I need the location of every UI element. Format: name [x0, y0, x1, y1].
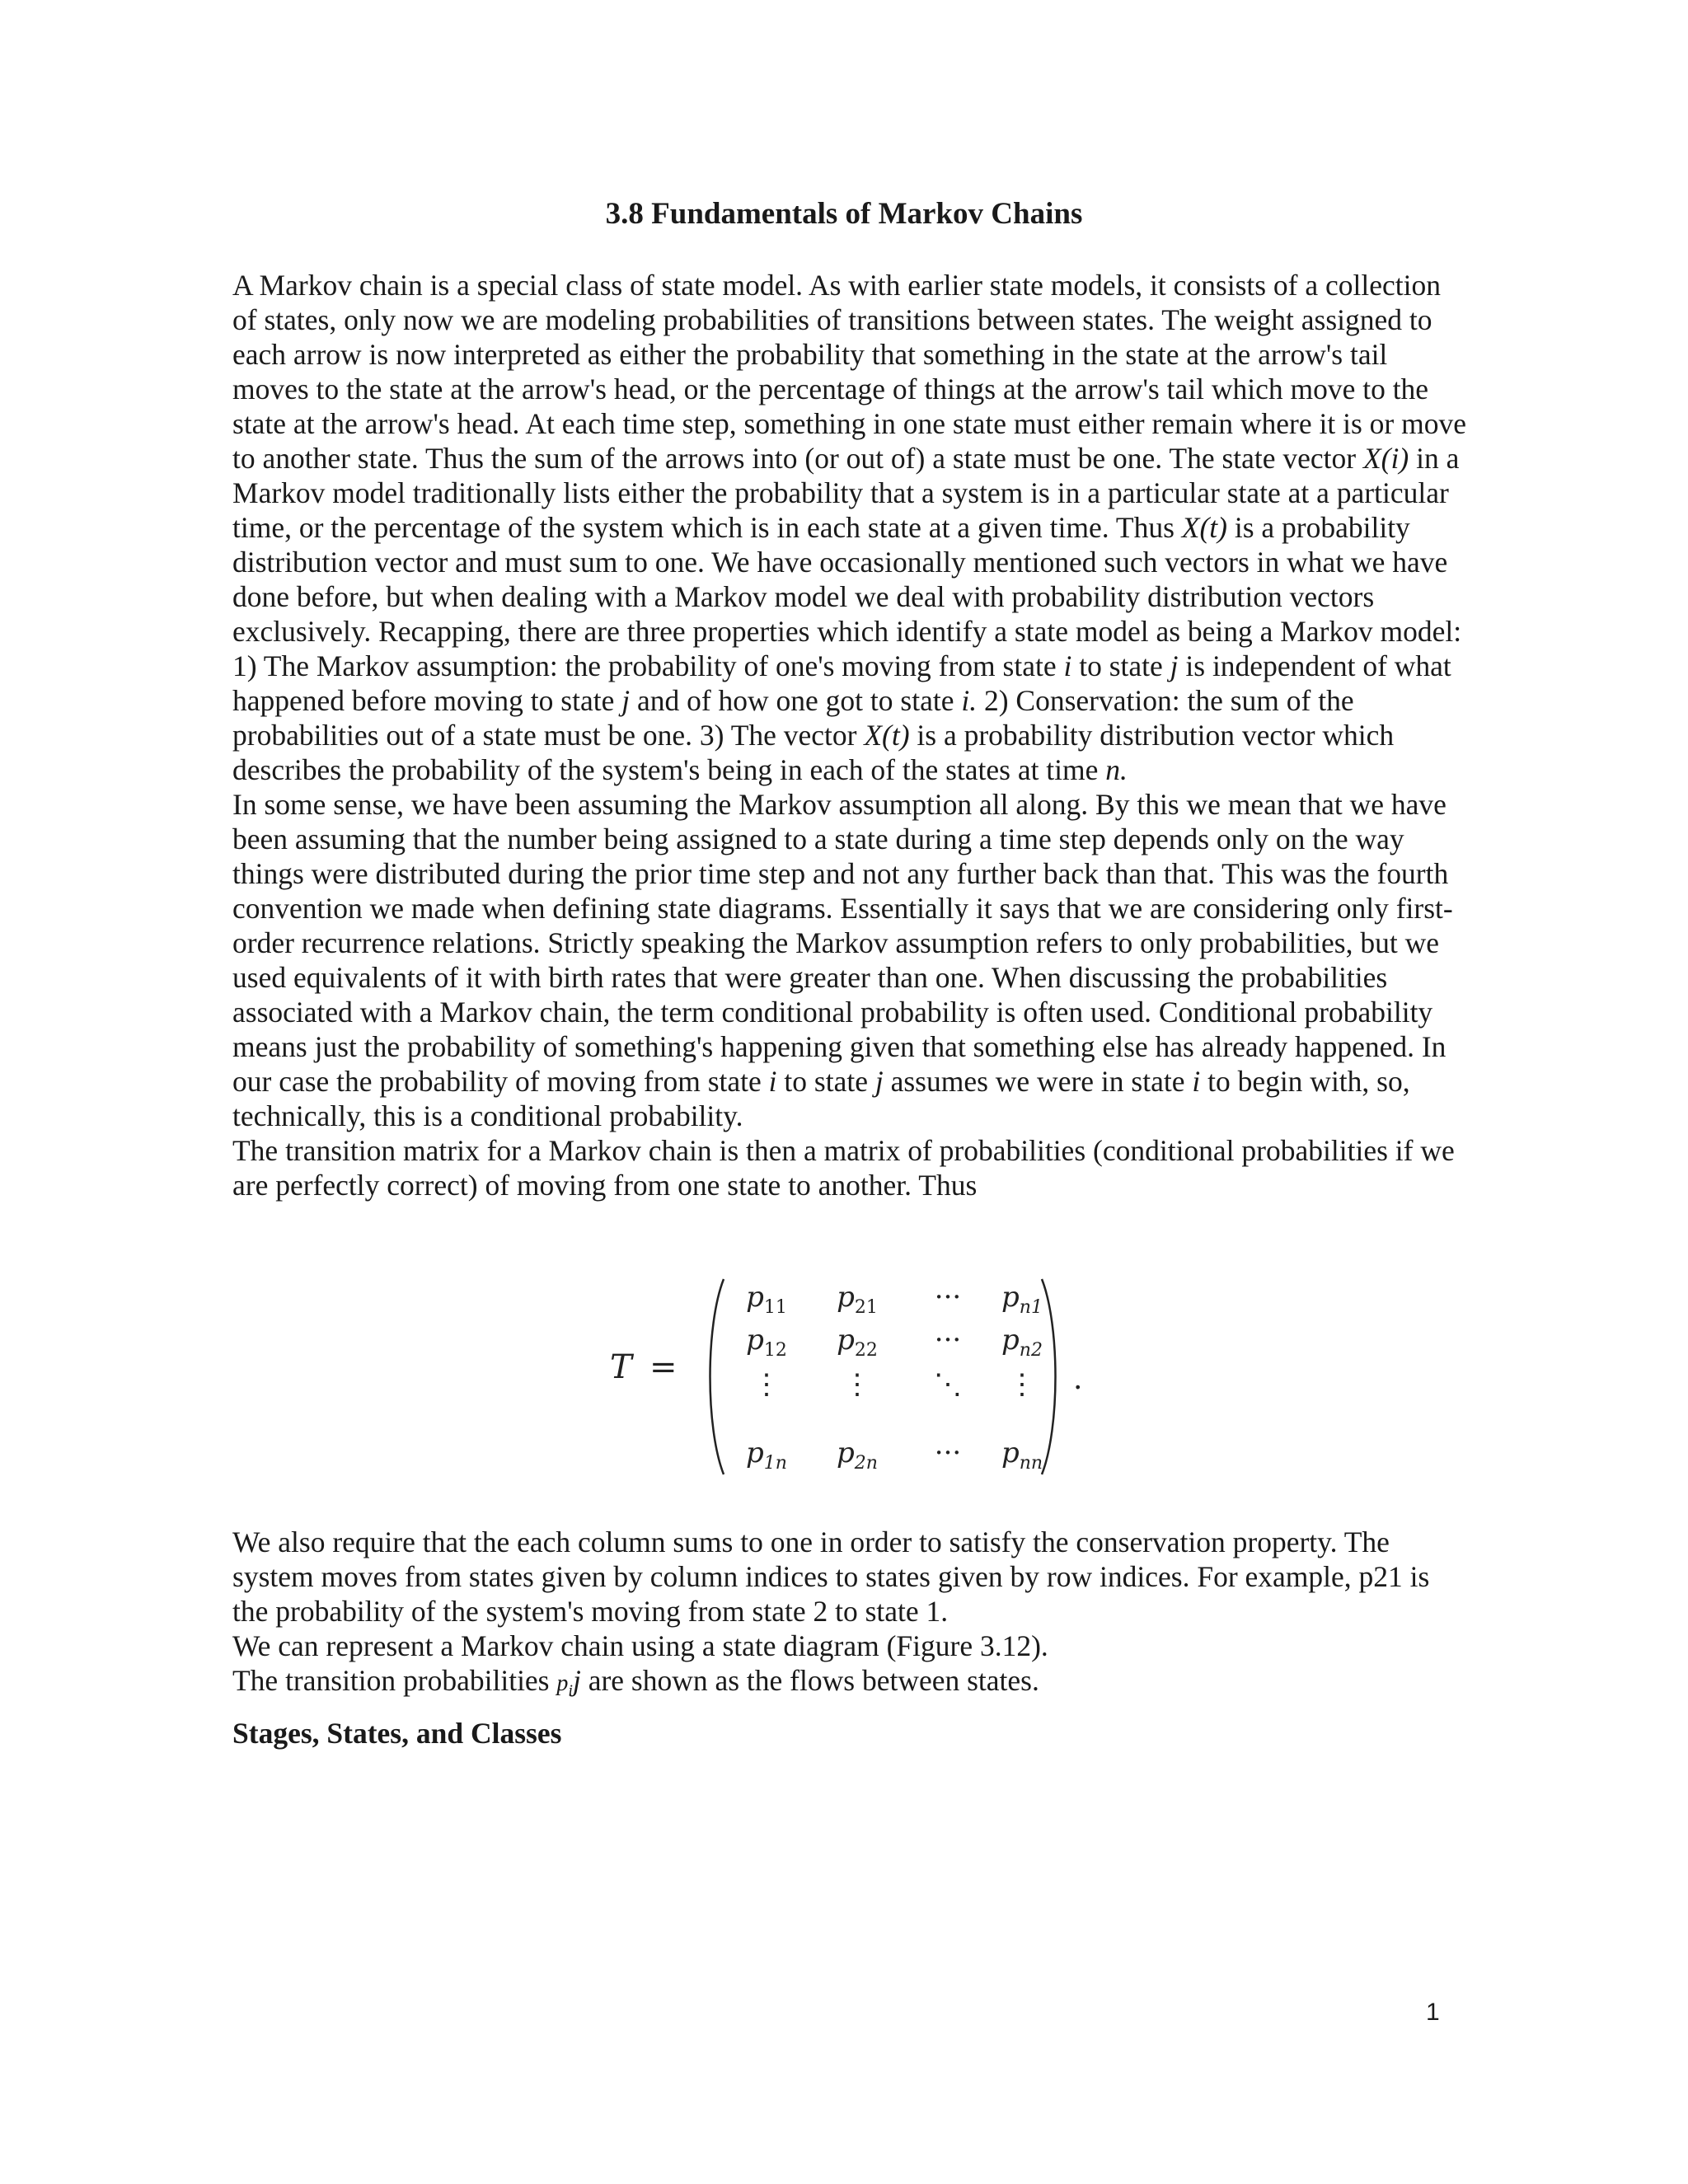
math-var: i — [1192, 1065, 1201, 1098]
math-var: i — [768, 1065, 777, 1098]
math-subscript: i — [568, 1681, 573, 1700]
paragraph-state-diagram: We can represent a Markov chain using a state diagram (Figure 3.12). — [232, 1629, 1048, 1662]
text-run: to begin with, so, technically, this is a conditional probability. — [232, 1065, 1410, 1132]
matrix-cell — [977, 1281, 1067, 1318]
text-run: to state — [1071, 649, 1170, 682]
matrix-cell-subscript: nn — [1019, 1452, 1043, 1474]
matrix-period: . — [1073, 1362, 1083, 1396]
matrix-cell — [812, 1324, 903, 1361]
math-base: p — [556, 1671, 569, 1696]
matrix-cell — [812, 1368, 903, 1401]
text-run: is a probability distribution vector which describes the probability of the system's being in each of the states at time — [232, 719, 1395, 786]
matrix-cell-base: ··· — [934, 1281, 962, 1314]
matrix-cell-base: ⋮ — [843, 1368, 871, 1401]
matrix-cell-base: p — [1001, 1324, 1020, 1357]
matrix-cell-base: p — [837, 1436, 855, 1469]
matrix-cell-subscript: 21 — [854, 1296, 878, 1318]
matrix-symbol: T — [610, 1348, 632, 1386]
math-var: X(t) — [1181, 511, 1227, 544]
math-var: X(i) — [1363, 442, 1409, 475]
math-var: j — [572, 1664, 581, 1697]
text-run: assumes we were in state — [883, 1065, 1193, 1098]
matrix-cell-base: ··· — [934, 1324, 962, 1357]
matrix-cell-subscript: 1n — [763, 1452, 787, 1474]
text-run: is a probability distribution vector and must sum to one. We have occasionally mentioned such vectors in what we have done before, but when dealing with a Markov model we deal with probability distribution vectors exclusively. Recapping, there are three properties which identify a state model as being a Markov model: 1) The Markov assumption: the probability of one's moving from state — [232, 511, 1462, 682]
matrix-cell — [721, 1368, 812, 1401]
math-var: j — [1170, 649, 1179, 682]
matrix-cell-subscript: 11 — [763, 1296, 787, 1318]
matrix-cell — [721, 1324, 812, 1361]
matrix-cell-subscript: 2n — [854, 1452, 878, 1474]
math-var: j — [621, 684, 631, 717]
matrix-cell-subscript: 12 — [763, 1339, 787, 1361]
text-run: and of how one got to state — [630, 684, 962, 717]
matrix-cell-base: ··· — [934, 1436, 962, 1469]
math-var: X(t) — [864, 719, 910, 752]
matrix-cell-base: p — [746, 1324, 764, 1357]
matrix-cell-base: ⋮ — [1008, 1368, 1036, 1401]
section-heading: Stages, States, and Classes — [232, 1717, 562, 1750]
text-run: to state — [776, 1065, 875, 1098]
text-run: is independent of what happened before moving to state — [232, 649, 1451, 717]
transition-matrix-equation — [610, 1276, 1104, 1478]
page-title: 3.8 Fundamentals of Markov Chains — [605, 197, 1083, 231]
matrix-cell — [977, 1436, 1067, 1474]
text-run: In some sense, we have been assuming the Markov assumption all along. By this we mean that we have been assuming that the number being assigned to a state during a time step depends only on the way things were distributed during the prior time step and not any further back than that. This was the fourth convention we made when defining state diagrams. Essentially it says that we are considering only first-order recurrence relations. Strictly speaking the Markov assumption refers to only probabilities, but we used equivalents of it with birth rates that were greater than one. When discussing the probabilities associated with a Markov chain, the term conditional probability is often used. Conditional probability means just the probability of something's happening given that something else has already happened. In our case the probability of moving from state — [232, 788, 1453, 1098]
matrix-cell-base: ⋮ — [753, 1368, 781, 1401]
equals-sign: = — [649, 1348, 678, 1386]
matrix-cell-subscript: 22 — [854, 1339, 878, 1361]
matrix-cell-base: p — [837, 1281, 855, 1314]
text-run: A Markov chain is a special class of state model. As with earlier state models, it consists of a collection of states, only now we are modeling probabilities of transitions between states. The weight assigned to each arrow is now interpreted as either the probability that something in the state at the arrow's tail moves to the state at the arrow's head, or the percentage of things at the arrow's tail which move to the state at the arrow's head. At each time step, something in one state must either remain where it is or move to another state. Thus the sum of the arrows into (or out of) a state must be one. The state vector — [232, 269, 1466, 475]
body-block-bottom — [232, 1525, 1469, 1708]
text-run: 2) Conservation: the sum of the probabilities out of a state must be one. 3) The vector — [232, 684, 1354, 752]
page-number: 1 — [1426, 1999, 1440, 2026]
text-run: in a Markov model traditionally lists either the probability that a system is in a particular state at a particular time, or the percentage of the system which is in each state at a given time. Thus — [232, 442, 1460, 544]
paragraph-transition-matrix: The transition matrix for a Markov chain is then a matrix of probabilities (conditional probabilities if we are perfectly correct) of moving from one state to another. Thus — [232, 1134, 1455, 1202]
paragraph-transition-probabilities — [232, 1663, 1469, 1708]
paragraph-markov-definition — [232, 268, 1469, 787]
paragraph-column-sums: We also require that the each column sums to one in order to satisfy the conservation property. The system moves from states given by column indices to states given by row indices. For example, p21 is the probability of the system's moving from state 2 to state 1. — [232, 1526, 1430, 1628]
math-var: i — [1063, 649, 1072, 682]
matrix-cell-base: p — [837, 1324, 855, 1357]
body-block-top — [232, 268, 1469, 1202]
matrix-cell-base: p — [746, 1281, 764, 1314]
matrix-cell-base: ⋱ — [934, 1368, 962, 1401]
matrix-cell-base: p — [1001, 1436, 1020, 1469]
math-var: j — [874, 1065, 884, 1098]
math-var: i. — [961, 684, 978, 717]
matrix-cell-subscript: n2 — [1019, 1339, 1043, 1361]
matrix-cell — [977, 1324, 1067, 1361]
matrix-cell-subscript: n1 — [1019, 1296, 1043, 1318]
matrix-cell — [721, 1436, 812, 1474]
matrix-cell-base: p — [1001, 1281, 1020, 1314]
matrix-cell — [721, 1281, 812, 1318]
math-var: n. — [1105, 753, 1128, 786]
matrix-cell — [812, 1436, 903, 1474]
matrix-cell — [812, 1281, 903, 1318]
matrix-cell-base: p — [746, 1436, 764, 1469]
text-run: are shown as the flows between states. — [580, 1664, 1039, 1697]
matrix-cell — [977, 1368, 1067, 1401]
math-var — [556, 1671, 573, 1700]
paragraph-markov-assumption — [232, 787, 1469, 1133]
text-run: The transition probabilities — [232, 1664, 557, 1697]
